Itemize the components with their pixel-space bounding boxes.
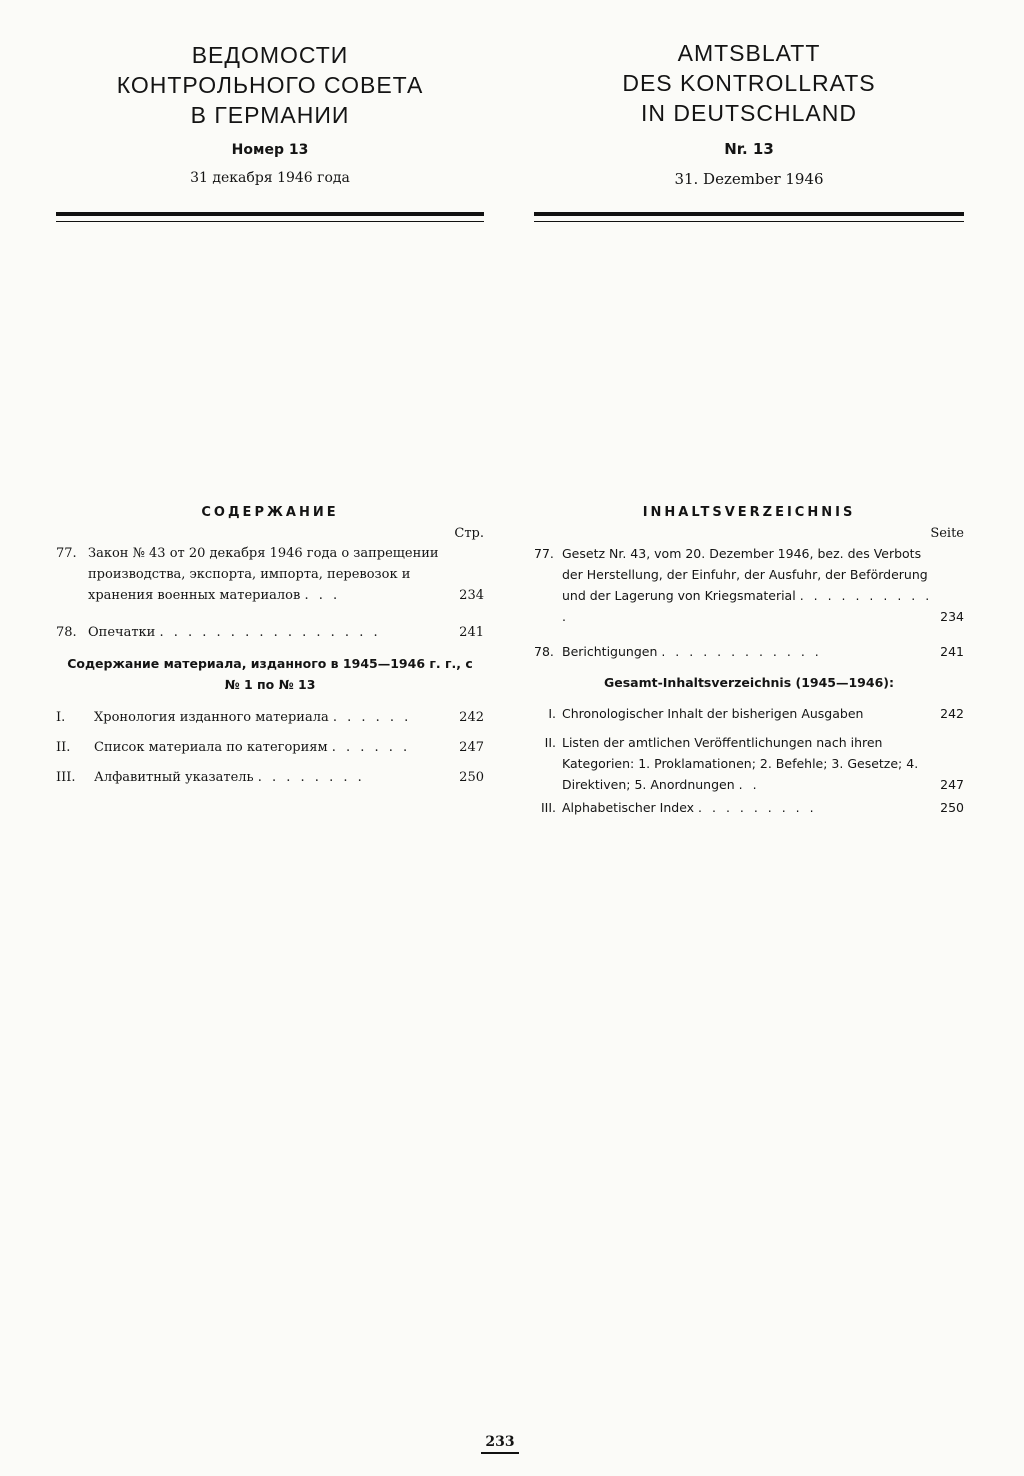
russian-column bbox=[56, 0, 484, 785]
leader-dots: . . . . . . . . . . . bbox=[562, 588, 933, 624]
issue-number: Nr. 13 bbox=[724, 140, 774, 158]
entry-number: 77. bbox=[56, 546, 77, 561]
leader-dots: . . . . . . . . bbox=[257, 770, 365, 785]
masthead-line: IN DEUTSCHLAND bbox=[641, 100, 857, 126]
entry-page: 241 bbox=[940, 644, 964, 659]
toc-entry bbox=[534, 732, 964, 795]
page-column-label: Стр. bbox=[454, 526, 484, 541]
german-column bbox=[534, 0, 964, 815]
page-column-label: Seite bbox=[930, 526, 964, 541]
entry-page: 234 bbox=[940, 609, 964, 624]
toc-entry bbox=[534, 797, 964, 818]
entry-text bbox=[562, 797, 934, 818]
entry-title: Listen der amtlichen Veröffentlichungen nach ihren Kategorien: 1. Proklamationen; 2. Befehle; 3. Gesetze; 4. Direktiven; 5. Anordnungen bbox=[562, 735, 919, 792]
entry-text bbox=[562, 543, 934, 627]
russian-toc bbox=[56, 505, 484, 788]
entry-title: Список материала по категориям bbox=[94, 740, 328, 755]
entry-title: Закон № 43 от 20 декабря 1946 года о запрещении производства, экспорта, импорта, перевозок и хранения военных материалов bbox=[88, 546, 439, 603]
entry-number: I. bbox=[548, 706, 556, 721]
toc-entry bbox=[56, 737, 484, 758]
entry-text bbox=[94, 737, 454, 758]
cumulative-heading: Gesamt-Inhaltsverzeichnis (1945—1946): bbox=[603, 675, 894, 690]
entry-page: 234 bbox=[459, 588, 484, 603]
leader-dots: . . . . . . . . . . . . . . . . bbox=[159, 625, 381, 640]
entry-number: III. bbox=[56, 770, 76, 785]
toc-entry bbox=[534, 641, 964, 662]
cumulative-heading: Содержание материала, изданного в 1945—1946 г. г., с № 1 по № 13 bbox=[67, 656, 473, 692]
leader-dots: . . . . . . . . . . . . bbox=[661, 644, 822, 659]
entry-title: Хронология изданного материала bbox=[94, 710, 329, 725]
toc-title: INHALTSVERZEICHNIS bbox=[642, 505, 856, 520]
entry-text bbox=[88, 622, 454, 643]
masthead-line: КОНТРОЛЬНОГО СОВЕТА bbox=[116, 72, 424, 98]
entry-number: 78. bbox=[534, 644, 554, 659]
toc-title: СОДЕРЖАНИЕ bbox=[201, 505, 339, 520]
entry-text bbox=[562, 641, 934, 662]
leader-dots: . . bbox=[738, 777, 760, 792]
leader-dots: . . . . . . bbox=[331, 740, 411, 755]
entry-title: Alphabetischer Index bbox=[562, 800, 695, 815]
entry-number: 78. bbox=[56, 625, 77, 640]
entry-number: I. bbox=[56, 710, 66, 725]
russian-masthead bbox=[56, 0, 484, 186]
toc-entry bbox=[56, 767, 484, 788]
entry-page: 242 bbox=[459, 710, 484, 725]
entry-number: II. bbox=[56, 740, 71, 755]
page-number-text: 233 bbox=[481, 1434, 518, 1454]
page-number bbox=[470, 1434, 530, 1450]
toc-entry bbox=[56, 622, 484, 643]
masthead-line: ВЕДОМОСТИ bbox=[191, 42, 349, 68]
entry-number: 77. bbox=[534, 546, 554, 561]
leader-dots: . . . . . . bbox=[332, 710, 412, 725]
masthead-line: AMTSBLATT bbox=[677, 40, 821, 66]
leader-dots: . . . bbox=[304, 588, 341, 603]
entry-text bbox=[94, 707, 454, 728]
toc-entry bbox=[534, 703, 964, 724]
entry-number: II. bbox=[544, 735, 556, 750]
entry-page: 241 bbox=[459, 625, 484, 640]
entry-page: 242 bbox=[940, 706, 964, 721]
entry-title: Опечатки bbox=[88, 625, 156, 640]
entry-page: 250 bbox=[459, 770, 484, 785]
entry-title: Berichtigungen bbox=[562, 644, 658, 659]
leader-dots: . . . . . . . . . bbox=[698, 800, 817, 815]
entry-text: Chronologischer Inhalt der bisherigen Ausgaben bbox=[562, 706, 864, 721]
entry-page: 250 bbox=[940, 800, 964, 815]
issue-number: Номер 13 bbox=[231, 142, 309, 158]
masthead-line: В ГЕРМАНИИ bbox=[190, 102, 350, 128]
header-rule bbox=[534, 212, 964, 222]
header-rule bbox=[56, 212, 484, 222]
toc-entry bbox=[56, 543, 484, 606]
entry-text bbox=[562, 732, 934, 795]
issue-date: 31 декабря 1946 года bbox=[190, 170, 350, 186]
german-toc bbox=[534, 505, 964, 818]
entry-page: 247 bbox=[940, 777, 964, 792]
entry-text bbox=[94, 767, 454, 788]
entry-page: 247 bbox=[459, 740, 484, 755]
toc-entry bbox=[56, 707, 484, 728]
entry-title: Алфавитный указатель bbox=[94, 770, 254, 785]
entry-title: Gesetz Nr. 43, vom 20. Dezember 1946, bez. des Verbots der Herstellung, der Einfuhr, der Ausfuhr, der Beförderung und der Lagerung von Kriegsmaterial bbox=[562, 546, 928, 603]
masthead-line: DES KONTROLLRATS bbox=[622, 70, 876, 96]
issue-date: 31. Dezember 1946 bbox=[674, 170, 824, 188]
german-masthead bbox=[534, 0, 964, 188]
toc-entry bbox=[534, 543, 964, 627]
entry-number: III. bbox=[540, 800, 556, 815]
entry-text bbox=[88, 543, 454, 606]
